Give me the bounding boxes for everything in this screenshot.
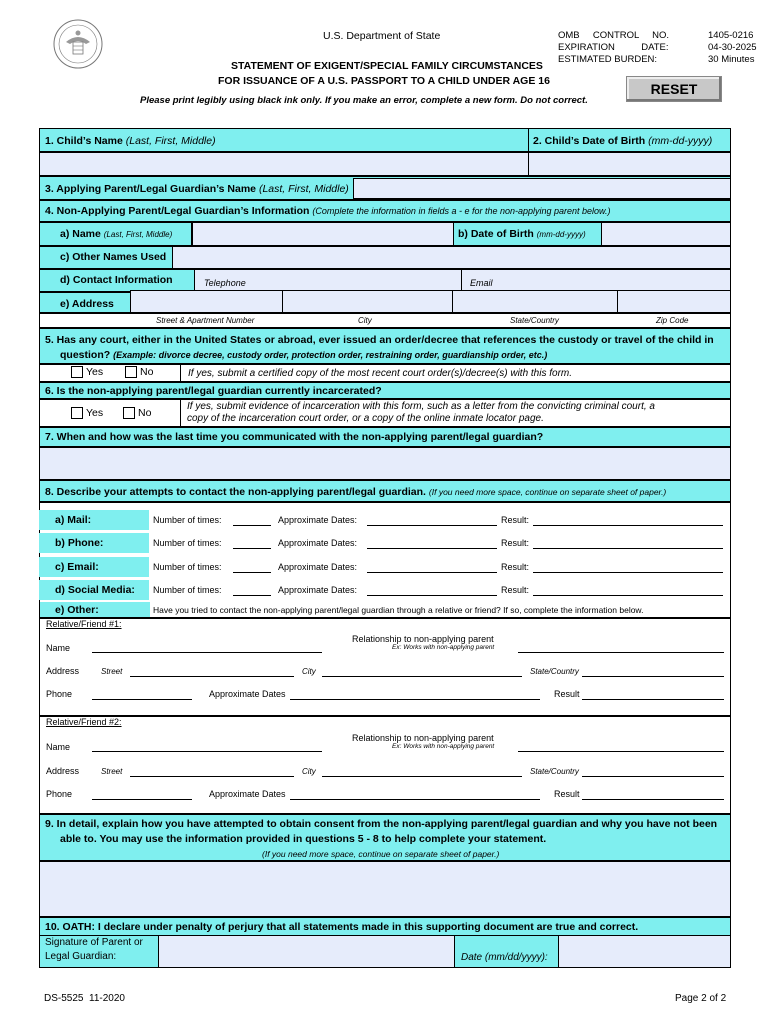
friend1-phone-label: Phone — [46, 689, 73, 699]
consent-explanation-field[interactable] — [39, 861, 731, 917]
friend1-city-label: City — [302, 667, 316, 676]
email-label: Email — [470, 278, 493, 288]
page-number: Page 2 of 2 — [675, 993, 727, 1004]
other-names-field[interactable] — [172, 246, 731, 269]
zip-field[interactable] — [617, 290, 731, 313]
child-name-field[interactable] — [39, 152, 529, 176]
friend2-phone-label: Phone — [46, 789, 73, 799]
friend1-relationship-ex: Ex: Works with non-applying parent — [392, 644, 495, 651]
friend2-phone-field[interactable] — [92, 799, 192, 800]
social-dates-field[interactable] — [367, 595, 497, 596]
omb-value: 1405-0216 — [708, 30, 754, 41]
signature-label-line2: Legal Guardian: — [45, 951, 117, 962]
mail-label: a) Mail: — [55, 514, 92, 526]
q9-hint: (If you need more space, continue on separate sheet of paper.) — [262, 849, 500, 859]
omb-label: OMB CONTROL NO. — [558, 30, 670, 41]
q6-note1: If yes, submit evidence of incarceration with this form, such as a letter from the convicting criminal court, a — [187, 401, 655, 412]
expiration-value: 04-30-2025 — [708, 42, 757, 53]
other-text: Have you tried to contact the non-applying parent/legal guardian through a relative or friend? If so, complete the information below. — [153, 605, 644, 615]
email-result-field[interactable] — [533, 572, 723, 573]
signature-label-line1: Signature of Parent or — [45, 937, 143, 948]
friend1-address-label: Address — [46, 666, 80, 676]
reset-label: RESET — [650, 81, 698, 97]
friend2-name-field[interactable] — [92, 751, 322, 752]
state-caption: State/Country — [510, 316, 559, 325]
non-applying-name-field[interactable] — [192, 222, 454, 246]
mail-times-label: Number of times: — [153, 515, 222, 525]
mail-result-field[interactable] — [533, 525, 723, 526]
q6-divider — [180, 399, 181, 427]
friend2-result-label: Result — [554, 789, 580, 799]
date-field[interactable] — [558, 935, 731, 968]
last-communication-field[interactable] — [39, 447, 731, 480]
form-id: DS-5525 11-2020 — [44, 993, 125, 1004]
q9-line2: able to. You may use the information provided in questions 5 - 8 to help complete your statement. — [60, 833, 547, 845]
social-result-field[interactable] — [533, 595, 723, 596]
q5-no-checkbox[interactable] — [125, 366, 137, 378]
friend2-name-label: Name — [46, 742, 71, 752]
q5-yes[interactable]: Yes — [71, 366, 103, 378]
q5-divider — [180, 364, 181, 382]
q7-label: 7. When and how was the last time you communicated with the non-applying parent/legal guardian? — [45, 431, 544, 443]
q4-label: 4. Non-Applying Parent/Legal Guardian’s Information (Complete the information in fields a - e for the non-applying parent below.) — [45, 205, 611, 217]
burden-value: 30 Minutes — [708, 54, 755, 65]
phone-times-field[interactable] — [233, 548, 271, 549]
friend2-relationship-field[interactable] — [518, 751, 724, 752]
q1-label: 1. Child’s Name (Last, First, Middle) — [45, 135, 216, 147]
phone-result-field[interactable] — [533, 548, 723, 549]
form-title-line2: FOR ISSUANCE OF A U.S. PASSPORT TO A CHILD UNDER AGE 16 — [218, 75, 550, 87]
friend2-city-label: City — [302, 767, 316, 776]
friend1-dates-label: Approximate Dates — [209, 689, 286, 699]
q2-label: 2. Child’s Date of Birth (mm-dd-yyyy) — [533, 135, 713, 147]
friend1-phone-field[interactable] — [92, 699, 192, 700]
friend1-state-label: State/Country — [530, 667, 579, 676]
reset-button[interactable] — [626, 76, 722, 102]
friend2-title: Relative/Friend #2: — [46, 717, 122, 727]
mail-dates-label: Approximate Dates: — [278, 515, 358, 525]
friend1-box — [39, 618, 731, 716]
friend1-name-field[interactable] — [92, 652, 322, 653]
non-applying-dob-field[interactable] — [601, 222, 731, 246]
friend1-relationship-field[interactable] — [518, 652, 724, 653]
mail-result-label: Result: — [501, 515, 530, 525]
q5-line1: 5. Has any court, either in the United States or abroad, ever issued an order/decree that references the custody or travel of the child in — [45, 334, 714, 346]
mail-dates-field[interactable] — [367, 525, 497, 526]
signature-field[interactable] — [158, 935, 455, 968]
friend1-street-field[interactable] — [130, 676, 294, 677]
q6-note2: copy of the incarceration court order, or a copy of the online inmate locator page. — [187, 413, 544, 424]
q6-yes[interactable]: Yes — [71, 407, 103, 419]
q6-label: 6. Is the non-applying parent/legal guardian currently incarcerated? — [45, 385, 382, 397]
friend1-title: Relative/Friend #1: — [46, 619, 122, 629]
q6-no-checkbox[interactable] — [123, 407, 135, 419]
q5-no[interactable]: No — [125, 366, 153, 378]
email-dates-field[interactable] — [367, 572, 497, 573]
friend2-relationship-label: Relationship to non-applying parent — [352, 733, 494, 743]
friend2-relationship-ex: Ex: Works with non-applying parent — [392, 743, 495, 750]
friend1-name-label: Name — [46, 643, 71, 653]
state-field[interactable] — [452, 290, 618, 313]
friend2-street-label: Street — [101, 767, 123, 776]
q5-note: If yes, submit a certified copy of the most recent court order(s)/decree(s) with this form. — [188, 368, 573, 379]
date-label: Date (mm/dd/yyyy): — [461, 952, 548, 963]
burden-label: ESTIMATED BURDEN: — [558, 54, 658, 65]
friend2-state-label: State/Country — [530, 767, 579, 776]
phone-dates-field[interactable] — [367, 548, 497, 549]
friend2-result-field[interactable] — [582, 799, 724, 800]
q4a-label: a) Name (Last, First, Middle) — [60, 228, 173, 240]
city-caption: City — [358, 316, 372, 325]
q3-label: 3. Applying Parent/Legal Guardian’s Name (Last, First, Middle) — [45, 183, 349, 195]
q4d-label: d) Contact Information — [60, 274, 173, 286]
mail-times-field[interactable] — [233, 525, 271, 526]
friend1-dates-field[interactable] — [290, 699, 540, 700]
child-dob-field[interactable] — [528, 152, 731, 176]
form-title-line1: STATEMENT OF EXIGENT/SPECIAL FAMILY CIRCUMSTANCES — [231, 60, 543, 72]
friend2-address-label: Address — [46, 766, 80, 776]
email-dates-label: Approximate Dates: — [278, 562, 358, 572]
friend2-state-field[interactable] — [582, 776, 724, 777]
expiration-label: EXPIRATION DATE: — [558, 42, 669, 53]
q6-no[interactable]: No — [123, 407, 151, 419]
q5-line2: question? (Example: divorce decree, custody order, protection order, restraining order, guardianship order, etc.) — [60, 349, 548, 361]
street-field[interactable] — [130, 290, 283, 313]
q10-label: 10. OATH: I declare under penalty of perjury that all statements made in this supporting document are true and correct. — [45, 921, 639, 933]
q4b-label: b) Date of Birth (mm-dd-yyyy) — [458, 228, 586, 240]
social-result-label: Result: — [501, 585, 530, 595]
street-caption: Street & Apartment Number — [156, 316, 255, 325]
email-times-label: Number of times: — [153, 562, 222, 572]
zip-caption: Zip Code — [656, 316, 689, 325]
phone-result-label: Result: — [501, 538, 530, 548]
q5-yes-checkbox[interactable] — [71, 366, 83, 378]
friend2-dates-label: Approximate Dates — [209, 789, 286, 799]
department-seal — [52, 18, 104, 70]
friend1-city-field[interactable] — [322, 676, 522, 677]
friend1-result-label: Result — [554, 689, 580, 699]
friend1-street-label: Street — [101, 667, 123, 676]
q8-methods — [39, 502, 731, 598]
address-caption-row — [39, 313, 731, 328]
phone-times-label: Number of times: — [153, 538, 222, 548]
friend2-dates-field[interactable] — [290, 799, 540, 800]
q6-yes-checkbox[interactable] — [71, 407, 83, 419]
q4c-label: c) Other Names Used — [60, 251, 167, 263]
friend2-city-field[interactable] — [322, 776, 522, 777]
telephone-label: Telephone — [204, 278, 246, 288]
other-label: e) Other: — [55, 604, 99, 616]
social-label: d) Social Media: — [55, 584, 135, 596]
q9-line1: 9. In detail, explain how you have attempted to obtain consent from the non-applying parent/legal guardian and why you have not been — [45, 818, 718, 830]
email-times-field[interactable] — [233, 572, 271, 573]
city-field[interactable] — [282, 290, 453, 313]
email-result-label: Result: — [501, 562, 530, 572]
social-dates-label: Approximate Dates: — [278, 585, 358, 595]
phone-dates-label: Approximate Dates: — [278, 538, 358, 548]
email-method-label: c) Email: — [55, 561, 99, 573]
friend1-relationship-label: Relationship to non-applying parent — [352, 634, 494, 644]
q8-label: 8. Describe your attempts to contact the non-applying parent/legal guardian. (If you need more space, continue on separate sheet of paper.) — [45, 486, 667, 498]
email-field[interactable] — [461, 269, 731, 292]
department-name: U.S. Department of State — [323, 30, 441, 42]
friend1-result-field[interactable] — [582, 699, 724, 700]
social-times-label: Number of times: — [153, 585, 222, 595]
applying-parent-name-field[interactable] — [353, 178, 731, 199]
friend1-state-field[interactable] — [582, 676, 724, 677]
friend2-street-field[interactable] — [130, 776, 294, 777]
phone-label: b) Phone: — [55, 537, 104, 549]
social-times-field[interactable] — [233, 595, 271, 596]
q4e-label: e) Address — [60, 298, 114, 310]
instructions: Please print legibly using black ink only. If you make an error, complete a new form. Do not correct. — [140, 95, 588, 106]
